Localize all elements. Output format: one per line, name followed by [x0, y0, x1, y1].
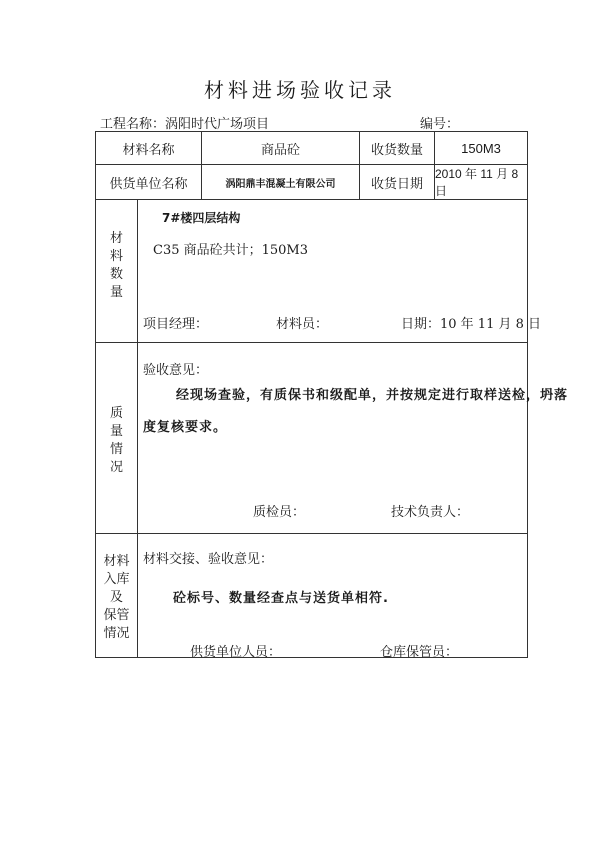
label-line: 情况: [103, 626, 130, 641]
storage-opinion-label: 材料交接、验收意见：: [143, 552, 274, 567]
quantity-total: C35 商品砼共计；150M3: [153, 243, 309, 258]
label-line: 保管: [103, 608, 130, 623]
quality-opinion-line1: 经现场查验，有质保书和级配单，并按规定进行取样送检，坍落: [176, 388, 569, 403]
number-label: 编号：: [420, 117, 460, 132]
rule: [96, 342, 527, 343]
label-char: 料: [109, 249, 123, 264]
material-name-value: 商品砼: [260, 142, 300, 158]
rule: [96, 533, 527, 534]
quantity-location: 7#楼四层结构: [162, 211, 241, 225]
supplier-value: 涡阳鼎丰混凝土有限公司: [225, 178, 336, 190]
label-line: 及: [109, 590, 123, 605]
project-manager-label: 项目经理：: [143, 317, 209, 332]
label-char: 材: [109, 231, 123, 246]
material-name-label: 材料名称: [122, 142, 175, 158]
storage-section-label: [96, 553, 137, 643]
label-line: 入库: [103, 572, 130, 587]
label-char: 数: [109, 267, 123, 282]
warehouse-keeper-label: 仓库保管员：: [380, 645, 459, 660]
inspector-label: 质检员：: [253, 505, 306, 520]
page-title: 材料进场验收记录: [204, 78, 396, 102]
label-char: 质: [109, 406, 123, 421]
rule: [96, 199, 527, 200]
quality-opinion-line2: 度复核要求。: [143, 420, 228, 435]
received-qty-value: 150M3: [461, 140, 501, 156]
supplier-staff-label: 供货单位人员：: [190, 645, 282, 660]
record-table: [95, 131, 569, 660]
rule: [137, 199, 138, 657]
storage-opinion-text: 砼标号、数量经查点与送货单相符.: [173, 591, 389, 606]
quality-section-label: [96, 405, 137, 477]
tech-lead-label: 技术负责人：: [391, 505, 470, 520]
label-char: 况: [109, 460, 123, 475]
label-char: 量: [109, 424, 123, 439]
project-label: 工程名称：: [100, 117, 166, 132]
project-name: 涡阳时代广场项目: [165, 117, 270, 132]
label-char: 量: [109, 285, 123, 300]
label-char: 情: [109, 442, 123, 457]
quantity-date: 日期：10 年 11 月 8 日: [401, 317, 542, 332]
quantity-section-label: [96, 230, 137, 302]
quality-opinion-label: 验收意见：: [143, 363, 209, 378]
supplier-label: 供货单位名称: [109, 176, 188, 192]
label-line: 材料: [103, 554, 130, 569]
project-field: [100, 113, 269, 132]
received-date-label: 收货日期: [370, 176, 423, 192]
material-clerk-label: 材料员：: [276, 317, 329, 332]
received-date-value: 2010 年 11 月 8 日: [435, 167, 519, 198]
received-qty-label: 收货数量: [370, 142, 423, 158]
